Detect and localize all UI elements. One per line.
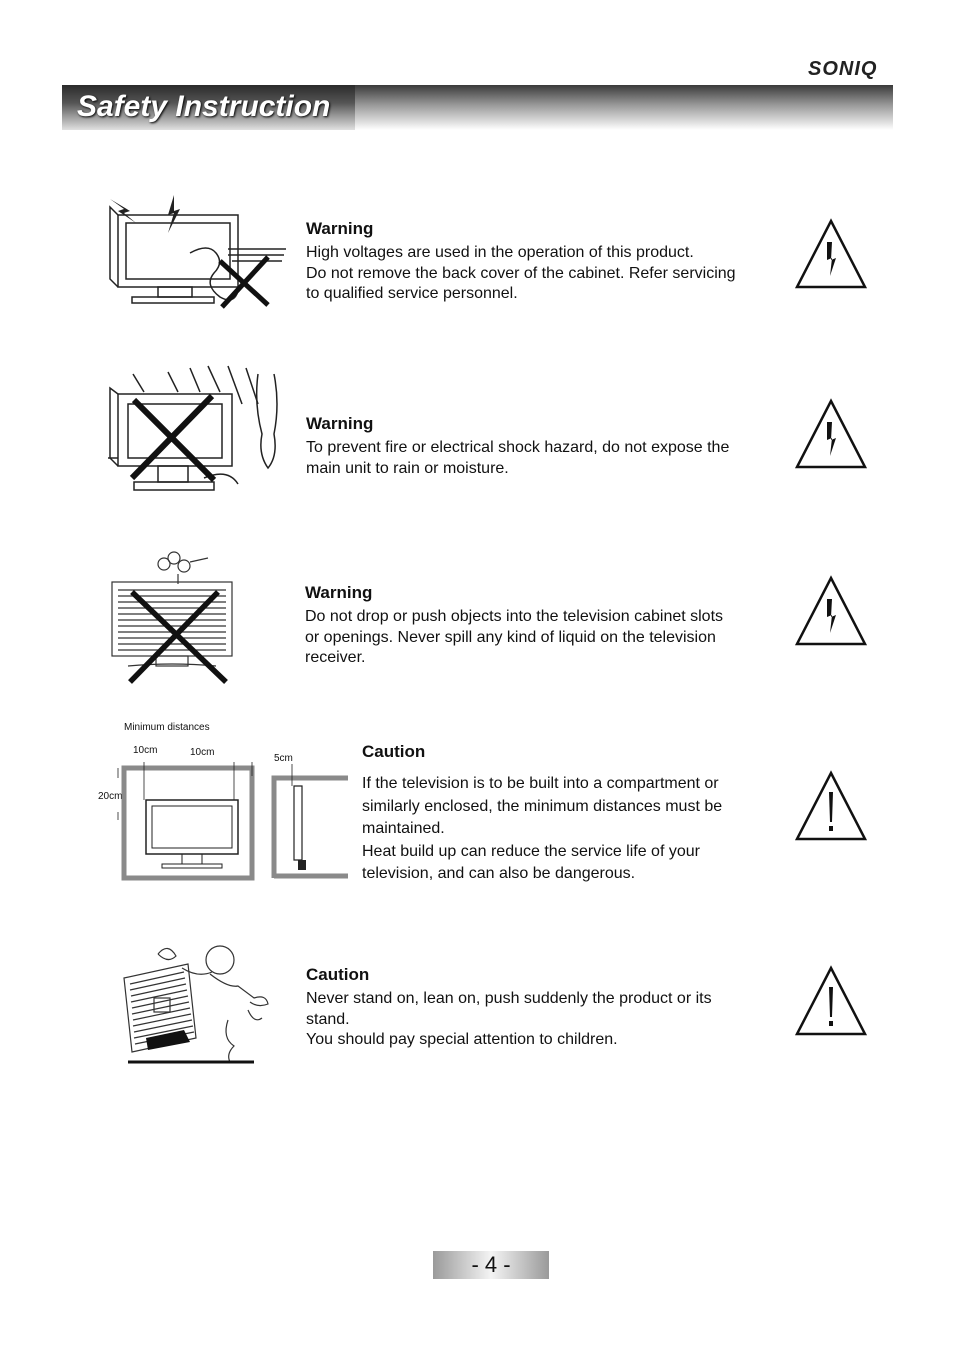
- tv-objects-liquid-illustration: [108, 544, 258, 686]
- section-text-line: If the television is to be built into a compartment or: [362, 775, 719, 792]
- section-text-line: main unit to rain or moisture.: [306, 459, 509, 477]
- warning-section-moisture: [306, 414, 729, 479]
- section-text-line: maintained.: [362, 820, 445, 837]
- tv-electric-shock-illustration: [108, 193, 290, 315]
- section-text-line: similarly enclosed, the minimum distances must be: [362, 797, 723, 815]
- section-text-line: stand.: [306, 1010, 350, 1028]
- section-text-line: receiver.: [305, 649, 366, 666]
- diagram-title: Minimum distances: [124, 722, 210, 733]
- section-heading: Caution: [362, 742, 426, 761]
- brand-logo: SONIQ: [808, 58, 878, 80]
- clearance-diagram-drawing: [96, 720, 352, 882]
- section-heading: Warning: [306, 414, 374, 433]
- caution-section-stand: [306, 965, 712, 1051]
- section-heading: Warning: [305, 583, 373, 602]
- tv-rain-moisture-illustration: [108, 364, 290, 504]
- lightning-warning-icon: [794, 398, 868, 470]
- caution-section-clearance: [362, 742, 722, 886]
- section-text-line: Do not remove the back cover of the cabinet. Refer servicing: [306, 264, 736, 282]
- child-on-tv-illustration: [118, 938, 280, 1068]
- section-text-line: You should pay special attention to children.: [306, 1031, 618, 1048]
- section-text-line: or openings. Never spill any kind of liquid on the television: [305, 628, 716, 646]
- clearance-diagram: [96, 720, 352, 882]
- section-text-line: To prevent fire or electrical shock hazard, do not expose the: [306, 439, 730, 456]
- page-number: - 4 -: [433, 1251, 549, 1279]
- page-title-banner: [62, 85, 355, 130]
- page-title: Safety Instruction: [77, 90, 331, 123]
- dim-bottom-label: 20cm: [98, 791, 123, 802]
- dim-side-label: 5cm: [274, 753, 293, 764]
- dim-top-right-label: 10cm: [190, 747, 215, 758]
- section-text-line: to qualified service personnel.: [306, 285, 518, 302]
- section-text-line: Heat build up can reduce the service life of your: [362, 842, 700, 860]
- header-bar: [355, 85, 893, 130]
- exclamation-warning-icon: [794, 770, 868, 842]
- lightning-warning-icon: [794, 575, 868, 647]
- section-heading: Caution: [306, 965, 370, 984]
- warning-section-high-voltage: [306, 219, 736, 305]
- exclamation-warning-icon: [794, 965, 868, 1037]
- section-text-line: High voltages are used in the operation of this product.: [306, 244, 694, 261]
- warning-section-objects: [305, 583, 723, 669]
- section-text-line: Never stand on, lean on, push suddenly the product or its: [306, 990, 712, 1007]
- section-heading: Warning: [306, 219, 374, 238]
- section-text-line: Do not drop or push objects into the television cabinet slots: [305, 608, 724, 625]
- lightning-warning-icon: [794, 218, 868, 290]
- section-text-line: television, and can also be dangerous.: [362, 865, 636, 882]
- dim-top-left-label: 10cm: [133, 745, 158, 756]
